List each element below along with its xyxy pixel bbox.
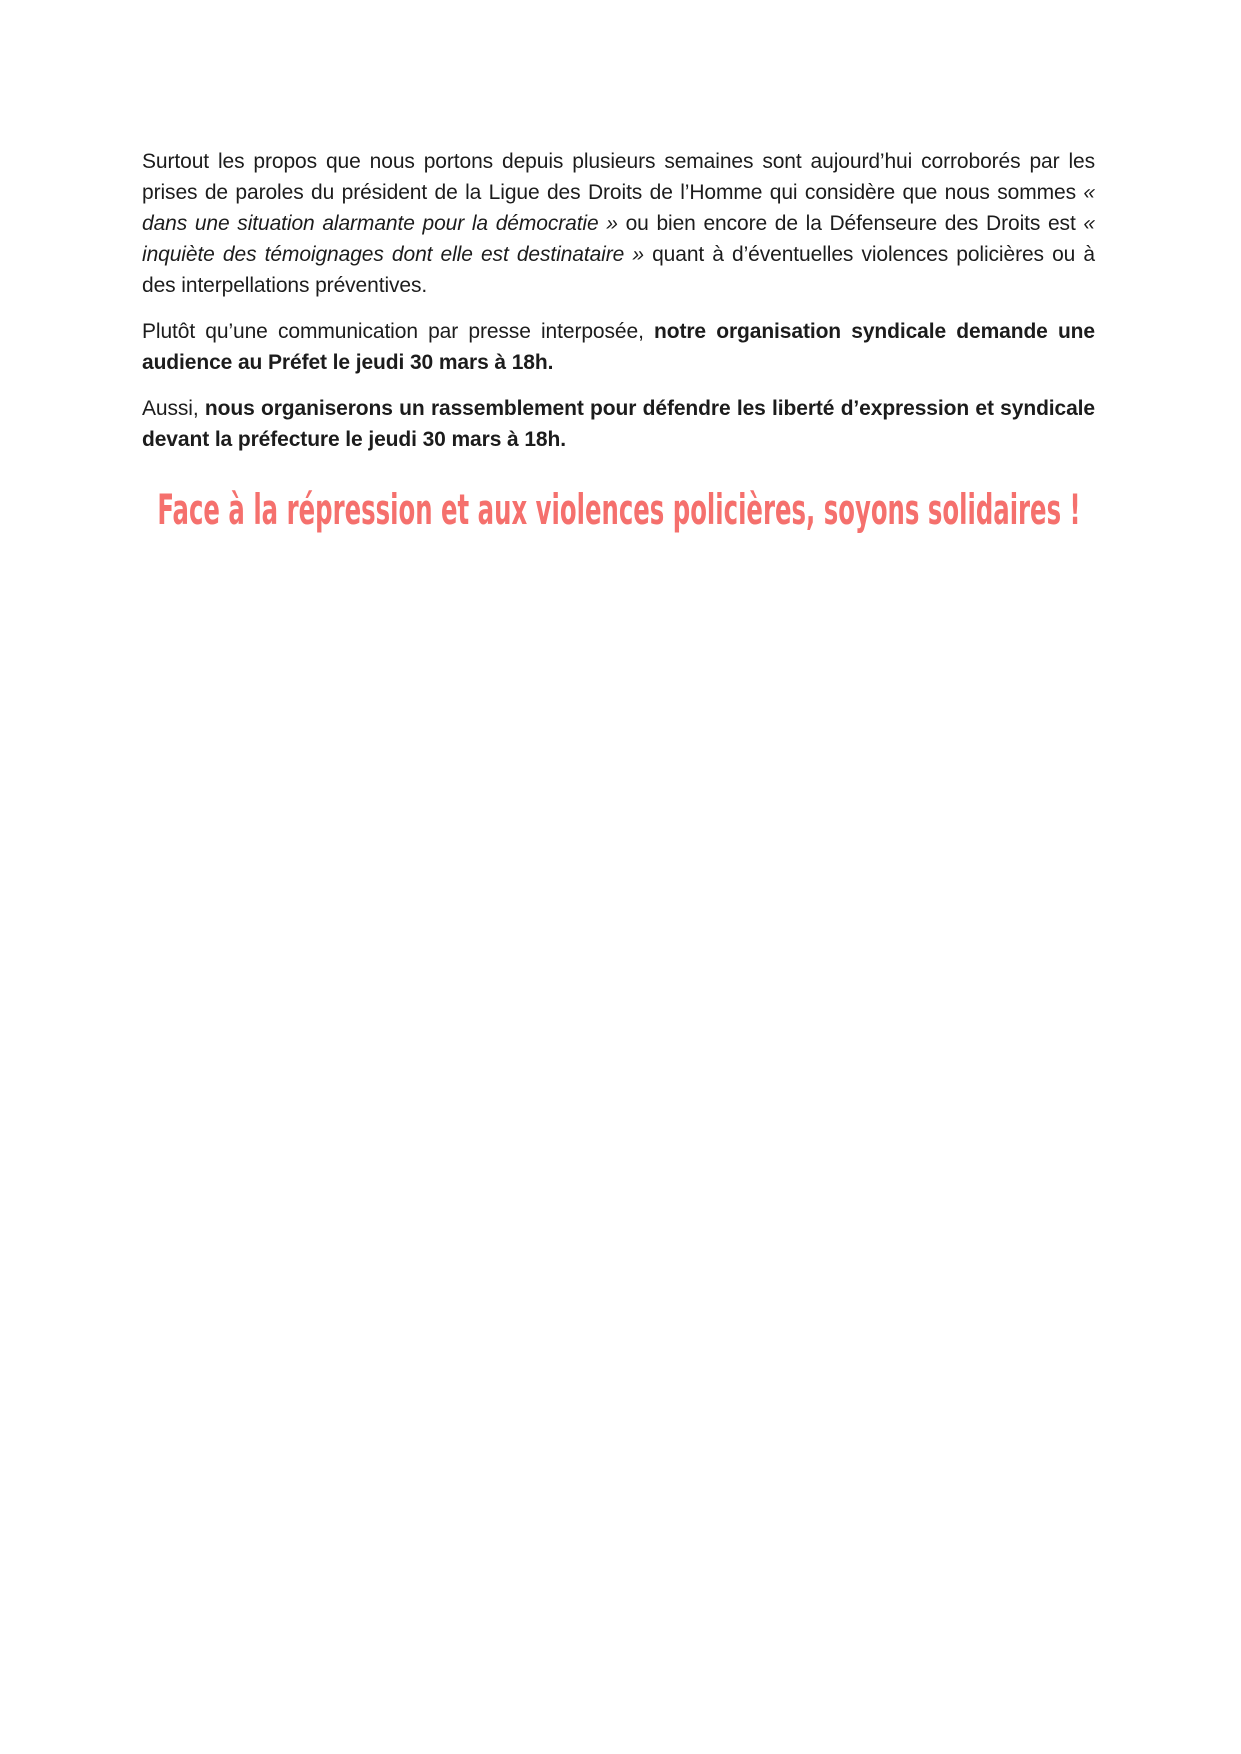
quoted-italic-text: « inquiète des témoignages dont elle est destinataire » [142, 212, 1095, 266]
body-text-run: Surtout les propos que nous portons depuis plusieurs semaines sont aujourd’hui corroborés par les prises de paroles du président de la Ligue des Droits de l’Homme qui considère que nous sommes [142, 150, 1095, 204]
bold-announcement-text: notre organisation syndicale demande une audience au Préfet le jeudi 30 mars à 18h. [142, 320, 1095, 374]
quoted-italic-text: « dans une situation alarmante pour la démocratie » [142, 181, 1095, 235]
paragraph-intro [142, 146, 1095, 301]
body-text-run: Aussi, [142, 397, 205, 420]
body-text-run: Plutôt qu’une communication par presse interposée, [142, 320, 655, 343]
body-text-run: quant à d’éventuelles violences policières ou à des interpellations préventives. [142, 243, 1095, 297]
body-text-run: ou bien encore de la Défenseure des Droits est [617, 212, 1084, 235]
slogan-text: Face à la répression et aux violences policières, soyons solidaires ! [156, 485, 1081, 534]
paragraph-rassemblement [142, 393, 1095, 455]
slogan-banner [142, 485, 1095, 535]
bold-announcement-text: nous organiserons un rassemblement pour défendre les liberté d’expression et syndicale devant la préfecture le jeudi 30 mars à 18h. [142, 397, 1095, 451]
paragraph-audience-prefet [142, 316, 1095, 378]
